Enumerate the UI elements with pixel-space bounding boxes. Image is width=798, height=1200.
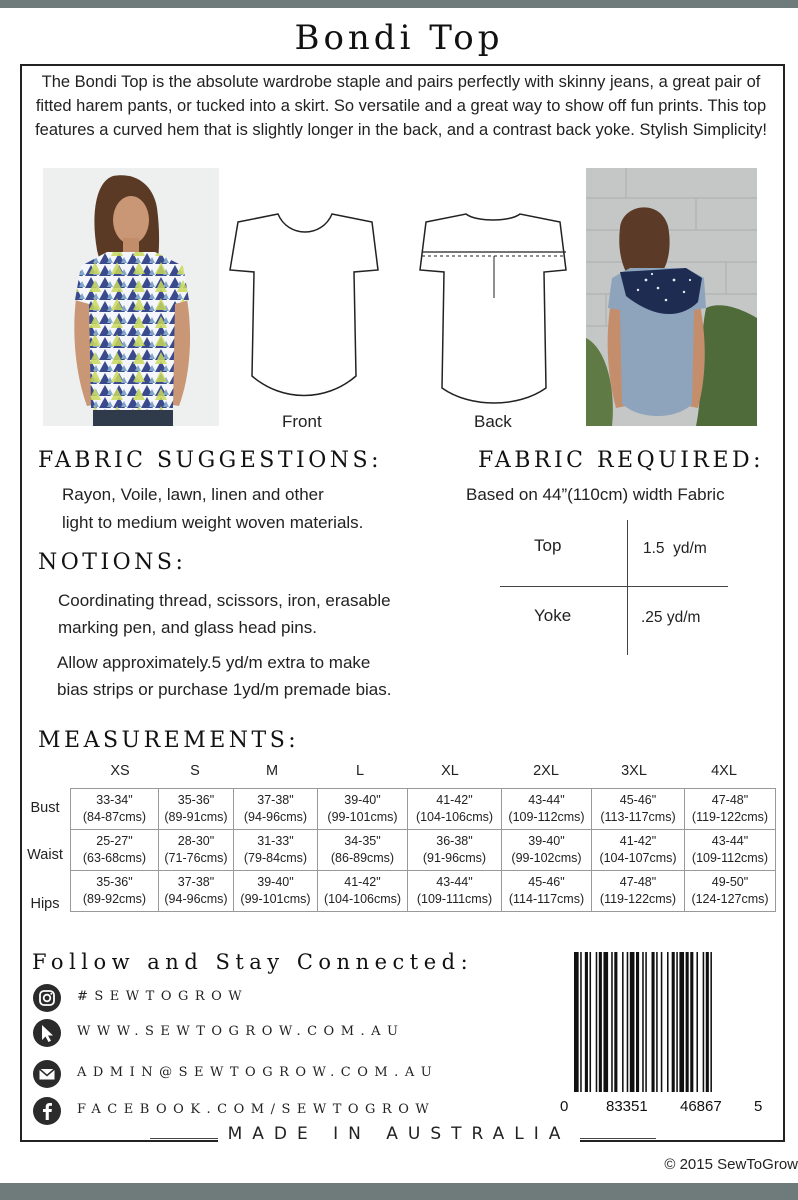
barcode-bar [580,952,582,1092]
table-cell: 43-44" (109-112cms) [502,789,592,830]
barcode-bar [636,952,639,1092]
notions-heading: NOTIONS: [38,550,187,575]
fabric-piece-yoke: Yoke [534,606,572,625]
measurements-heading: MEASUREMENTS: [38,728,300,753]
fabric-amount-yoke: .25 yd/m [641,609,701,626]
table-cell: 36-38" (91-96cms) [408,830,502,871]
barcode-bar [614,952,617,1092]
size-s: S [190,763,200,779]
table-cell: 39-40" (99-101cms) [234,871,318,912]
copyright: © 2015 SewToGrow [664,1156,798,1173]
barcode-bar [599,952,602,1092]
table-row [71,830,776,871]
barcode-digit-left: 0 [560,1098,569,1115]
fabric-required-subtitle: Based on 44”(110cm) width Fabric [466,485,725,504]
size-m: M [265,763,279,779]
table-cell: 47-48" (119-122cms) [592,871,685,912]
size-xl: XL [441,763,459,779]
table-cell: 37-38" (94-96cms) [159,871,234,912]
barcode-bar [642,952,644,1092]
barcode-bar [645,952,647,1092]
follow-heading: Follow and Stay Connected: [32,950,474,974]
barcode-bar [690,952,693,1092]
measurements-table [70,788,776,912]
table-cell: 37-38" (94-96cms) [234,789,318,830]
table-cell: 31-33" (79-84cms) [234,830,318,871]
barcode-bar [661,952,663,1092]
table-cell: 41-42" (104-106cms) [318,871,408,912]
table-row [71,871,776,912]
front-model-photo [43,168,219,426]
front-drawing [226,212,384,407]
website-link: WWW.SEWTOGROW.COM.AU [77,1024,405,1039]
barcode-bar [710,952,712,1092]
barcode-bar [585,952,588,1092]
barcode-bar [627,952,629,1092]
fabric-piece-top: Top [534,536,562,555]
facebook-icon [32,1096,62,1126]
barcode-bar [611,952,613,1092]
made-in-text: MADE IN AUSTRALIA [218,1124,581,1144]
table-cell: 45-46" (113-117cms) [592,789,685,830]
row-label-hips: Hips [30,896,60,912]
fabric-suggestions-line-1: Rayon, Voile, lawn, linen and other [62,485,324,504]
instagram-handle: #SEWTOGROW [77,989,249,1004]
table-cell: 41-42" (104-107cms) [592,830,685,871]
table-cell: 45-46" (114-117cms) [502,871,592,912]
pattern-title: Bondi Top [294,18,504,58]
email-icon [32,1059,62,1089]
table-cell: 33-34" (84-87cms) [71,789,159,830]
size-l: L [355,763,365,779]
row-label-waist: Waist [27,847,63,863]
barcode-bar [574,952,579,1092]
barcode-digits-group-1: 83351 [606,1098,648,1115]
table-cell: 34-35" (86-89cms) [318,830,408,871]
facebook-link: FACEBOOK.COM/SEWTOGROW [77,1102,436,1117]
top-band [0,0,798,8]
back-model-photo [586,168,757,426]
table-cell: 35-36" (89-91cms) [159,789,234,830]
fabric-required-table [500,520,728,655]
barcode-bar [706,952,709,1092]
notions-line-3: Allow approximately.5 yd/m extra to make [57,653,371,672]
table-cell: 39-40" (99-101cms) [318,789,408,830]
barcode-digit-right: 5 [754,1098,763,1115]
notions-line-1: Coordinating thread, scissors, iron, erasable [58,591,391,610]
barcode [572,952,770,1092]
barcode-bar [603,952,608,1092]
table-cell: 41-42" (104-106cms) [408,789,502,830]
size-3xl: 3XL [621,763,647,779]
table-row [71,789,776,830]
intro-paragraph: The Bondi Top is the absolute wardrobe staple and pairs perfectly with skinny jeans, a great pair of fitted harem pants, or tucked into a skirt. So versatile and a great way to show off fun prints. This top features a curved hem that is slightly longer in the back, and a contrast back yoke. Stylish Simplicity! [35,73,767,139]
row-label-bust: Bust [30,800,60,816]
fabric-suggestions-heading: FABRIC SUGGESTIONS: [38,448,383,473]
front-label: Front [282,412,322,431]
barcode-bar [696,952,698,1092]
table-cell: 49-50" (124-127cms) [685,871,776,912]
instagram-icon [32,983,62,1013]
barcode-bar [596,952,598,1092]
barcode-bar [590,952,592,1092]
barcode-bar [703,952,705,1092]
table-cell: 43-44" (109-111cms) [408,871,502,912]
back-label: Back [474,412,512,431]
fabric-required-heading: FABRIC REQUIRED: [478,448,765,473]
size-xs: XS [110,763,130,779]
barcode-digits-group-2: 46867 [680,1098,722,1115]
barcode-bar [630,952,635,1092]
cursor-icon [32,1018,62,1048]
barcode-bar [667,952,669,1092]
table-cell: 25-27" (63-68cms) [71,830,159,871]
table-cell: 47-48" (119-122cms) [685,789,776,830]
fabric-suggestions-line-2: light to medium weight woven materials. [62,513,364,532]
made-in-banner [0,1124,798,1144]
size-2xl: 2XL [533,763,559,779]
email-address: ADMIN@SEWTOGROW.COM.AU [77,1065,439,1080]
back-drawing [414,212,574,407]
table-cell: 28-30" (71-76cms) [159,830,234,871]
barcode-bar [652,952,655,1092]
notions-line-4: bias strips or purchase 1yd/m premade bias. [57,680,392,699]
size-4xl: 4XL [711,763,737,779]
table-cell: 43-44" (109-112cms) [685,830,776,871]
table-cell: 35-36" (89-92cms) [71,871,159,912]
barcode-bar [656,952,658,1092]
notions-line-2: marking pen, and glass head pins. [58,618,317,637]
barcode-bar [672,952,675,1092]
fabric-amount-top: 1.5 yd/m [643,540,707,557]
table-cell: 39-40" (99-102cms) [502,830,592,871]
bottom-band [0,1183,798,1200]
barcode-bar [676,952,678,1092]
barcode-bar [686,952,689,1092]
barcode-bar [622,952,624,1092]
barcode-bar [679,952,684,1092]
